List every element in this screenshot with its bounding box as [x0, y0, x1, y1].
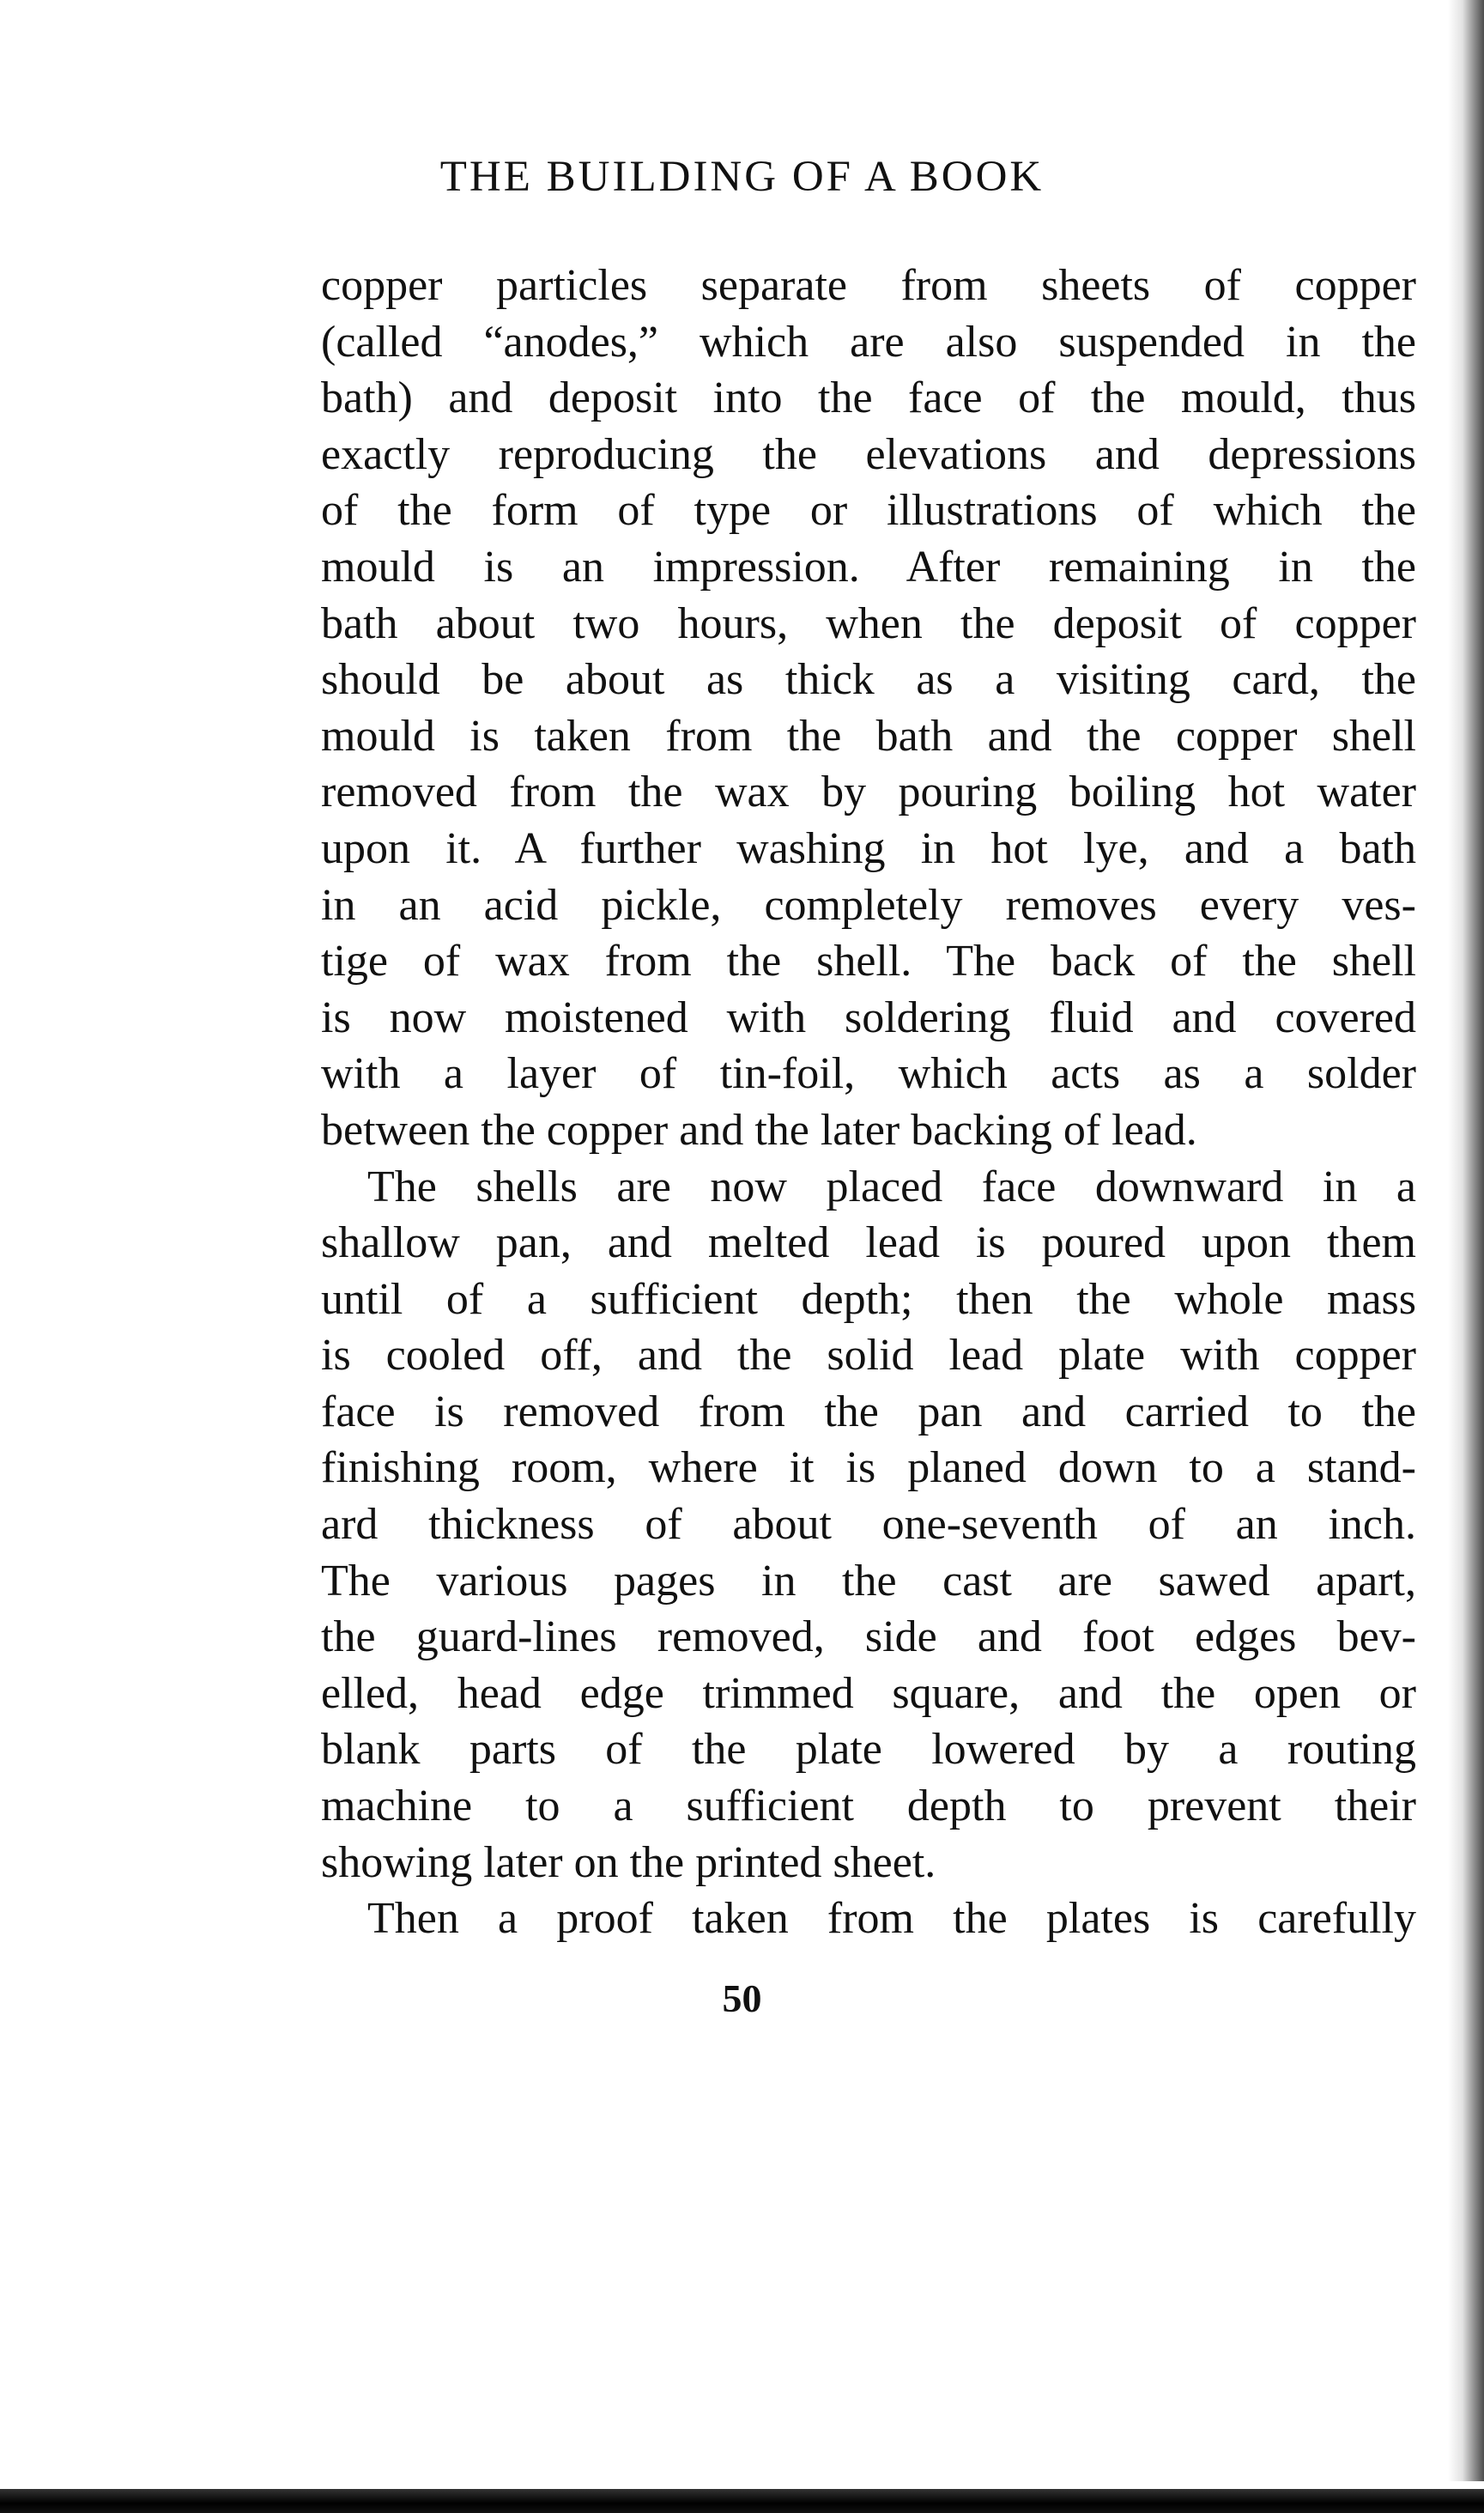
text-line: the guard-lines removed, side and foot edges bev- — [321, 1612, 1416, 1662]
text-line: ard thickness of about one-seventh of an inch. — [321, 1500, 1416, 1550]
text-line: (called “anodes,” which are also suspended in the — [321, 317, 1416, 367]
text-line: tige of wax from the shell. The back of the shell — [321, 937, 1416, 986]
scan-bottom-edge — [0, 2489, 1484, 2513]
text-line: upon it. A further washing in hot lye, and a bath — [321, 823, 1416, 873]
text-line: mould is taken from the bath and the copper shell — [321, 711, 1416, 761]
text-line: with a layer of tin-foil, which acts as a solder — [321, 1049, 1416, 1099]
text-line: face is removed from the pan and carried to the — [321, 1387, 1416, 1436]
text-line: until of a sufficient depth; then the whole mass — [321, 1274, 1416, 1324]
text-line: machine to a sufficient depth to prevent their — [321, 1782, 1416, 1831]
text-line: should be about as thick as a visiting card, the — [321, 655, 1416, 705]
paragraph-first-line: Then a proof taken from the plates is carefully — [367, 1894, 1416, 1944]
page-number: 50 — [722, 1976, 762, 2020]
page-edge-shadow — [1448, 0, 1484, 2481]
text-line: of the form of type or illustrations of which the — [321, 486, 1416, 536]
body-text — [321, 258, 1416, 1947]
text-line: bath about two hours, when the deposit of copper — [321, 598, 1416, 648]
running-title: THE BUILDING OF A BOOK — [439, 153, 1045, 201]
text-line: removed from the wax by pouring boiling hot water — [321, 768, 1416, 817]
text-line: blank parts of the plate lowered by a routing — [321, 1725, 1416, 1775]
text-line: exactly reproducing the elevations and depressions — [321, 429, 1416, 479]
text-line: is cooled off, and the solid lead plate with copper — [321, 1331, 1416, 1381]
text-line: is now moistened with soldering fluid and covered — [321, 992, 1416, 1042]
text-line: elled, head edge trimmed square, and the open or — [321, 1668, 1416, 1718]
text-line: shallow pan, and melted lead is poured upon them — [321, 1218, 1416, 1268]
text-line: in an acid pickle, completely removes every ves- — [321, 880, 1416, 930]
paragraph-first-line: The shells are now placed face downward in a — [367, 1162, 1416, 1211]
text-line: finishing room, where it is planed down to a stand- — [321, 1443, 1416, 1493]
text-line: bath) and deposit into the face of the mould, thus — [321, 373, 1416, 423]
text-line: mould is an impression. After remaining in the — [321, 542, 1416, 592]
text-line: between the copper and the later backing of lead. — [321, 1105, 1197, 1155]
text-line: The various pages in the cast are sawed apart, — [321, 1556, 1416, 1606]
text-line: copper particles separate from sheets of copper — [321, 261, 1416, 310]
text-line: showing later on the printed sheet. — [321, 1837, 936, 1887]
